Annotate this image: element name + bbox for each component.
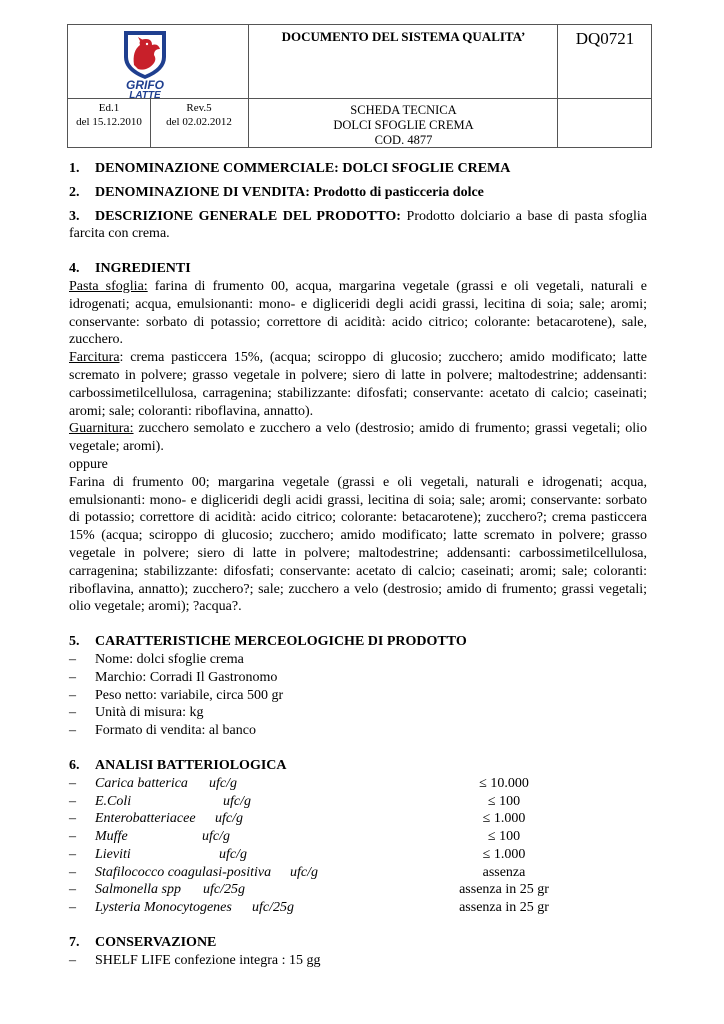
list-item — [69, 651, 647, 669]
dash-bullet: – — [69, 846, 76, 862]
section-title: DENOMINAZIONE COMMERCIALE: DOLCI SFOGLIE CREMA — [95, 161, 511, 176]
list-item — [69, 952, 647, 970]
table-row — [69, 828, 647, 846]
section-7 — [69, 934, 647, 970]
ingredients-guarnitura — [69, 420, 647, 456]
analysis-value: ≤ 100 — [487, 793, 521, 809]
logo-text-1: GRIFO — [126, 78, 164, 92]
document-title: DOCUMENTO DEL SISTEMA QUALITA’ — [281, 29, 526, 44]
analysis-value: assenza in 25 gr — [459, 882, 549, 898]
table-row — [69, 846, 647, 864]
section-5 — [69, 633, 647, 740]
dash-bullet: – — [69, 864, 76, 880]
dash-bullet: – — [69, 811, 76, 827]
list-item-text: SHELF LIFE confezione integra : 15 gg — [95, 952, 321, 968]
list-item — [69, 704, 647, 722]
analysis-unit: ufc/g — [290, 864, 318, 880]
grifo-latte-logo — [116, 27, 174, 99]
section-number: 4. — [69, 261, 80, 277]
header-divider — [248, 98, 652, 99]
logo-text-2: LATTE — [129, 90, 161, 99]
analysis-unit: ufc/g — [202, 829, 230, 845]
ingredient-label: Guarnitura: — [69, 421, 134, 437]
analysis-name: Carica batterica — [95, 775, 188, 791]
revision-label: Rev.5 — [186, 102, 212, 114]
analysis-value: ≤ 10.000 — [479, 775, 529, 791]
dash-bullet: – — [69, 687, 76, 703]
ingredient-text: : crema pasticcera 15%, (acqua; sciroppo di glucosio; zucchero; amido modificato; latte scremato in polvere; grasso vegetale in polvere; siero di latte in polvere; maltodestrine; addensanti: carbossimetilcellulosa, carragenina; stabilizzante: difosfati; conservante: acetato di calcio; caseinati; aromi; sale; coloranti: riboflavina, annatto). — [69, 350, 647, 419]
section-6 — [69, 757, 647, 917]
list-item-text: Marchio: Corradi Il Gastronomo — [95, 669, 278, 685]
ingredients-alternative: Farina di frumento 00; margarina vegetale (grassi e oli vegetali, naturali e idrogenati; acqua, emulsionanti: mono- e digliceridi degli acidi grassi, lecitina di soia; sale; aromi; conservante: sorbato di potassio; correttore di acidità: acido citrico; colorante: betacarotene); zucchero?; crema pasticcera 15% (acqua; sciroppo di glucosio; zucchero; amido modificato; latte scremato in polvere; grasso vegetale in polvere; siero di latte in polvere; maltodestrine; addensanti: carbossimetilcellulosa, carragenina; stabilizzante: difosfati; conservante: acetato di calcio; caseinati; aromi; sale; coloranti: riboflavina, annatto); zucchero?; sale; zucchero a velo (destrosio; amido di frumento; grassi vegetali; olio vegetale; aromi); ?acqua?. — [69, 474, 647, 615]
table-row — [69, 899, 647, 917]
sheet-title-line: SCHEDA TECNICA — [350, 103, 457, 117]
edition-label: Ed.1 — [98, 102, 120, 114]
section-number: 6. — [69, 757, 80, 773]
document-body — [69, 160, 647, 970]
table-row — [69, 793, 647, 811]
dash-bullet: – — [69, 723, 76, 739]
dash-bullet: – — [69, 651, 76, 667]
ingredients-farcitura — [69, 349, 647, 420]
dash-bullet: – — [69, 705, 76, 721]
ingredient-text: zucchero semolato e zucchero a velo (destrosio; amido di frumento; grassi vegetali; olio vegetale; aromi). — [69, 421, 647, 455]
section-3 — [69, 208, 647, 244]
section-text: Prodotto dolciario a base di pasta sfoglia farcita con crema. — [69, 208, 647, 242]
dash-bullet: – — [69, 775, 76, 791]
section-number: 3. — [69, 208, 80, 224]
section-number: 5. — [69, 634, 80, 650]
dash-bullet: – — [69, 793, 76, 809]
dash-bullet: – — [69, 669, 76, 685]
section-title: CARATTERISTICHE MERCEOLOGICHE DI PRODOTTO — [95, 634, 467, 650]
list-item-text: Formato di vendita: al banco — [95, 723, 256, 739]
section-number: 2. — [69, 184, 80, 200]
section-number: 1. — [69, 161, 80, 176]
sheet-product-code: COD. 4877 — [374, 133, 433, 147]
list-item — [69, 722, 647, 740]
ingredient-label: Farcitura — [69, 350, 120, 366]
list-item — [69, 687, 647, 705]
analysis-value: ≤ 1.000 — [482, 846, 526, 862]
section-number: 7. — [69, 935, 80, 951]
sheet-product-name: DOLCI SFOGLIE CREMA — [333, 118, 474, 132]
analysis-value: ≤ 1.000 — [482, 811, 526, 827]
section-title: DESCRIZIONE GENERALE DEL PRODOTTO: — [95, 208, 401, 224]
analysis-unit: ufc/25g — [252, 900, 294, 916]
list-item-text: Unità di misura: kg — [95, 705, 204, 721]
revision-date: del 02.02.2012 — [166, 116, 232, 128]
analysis-unit: ufc/g — [223, 793, 251, 809]
analysis-value: assenza in 25 gr — [459, 900, 549, 916]
analysis-unit: ufc/g — [209, 775, 237, 791]
revision-cell — [150, 101, 248, 129]
analysis-name: Stafilococco coagulasi-positiva — [95, 864, 272, 880]
list-item — [69, 669, 647, 687]
section-2 — [69, 184, 647, 202]
analysis-name: Lieviti — [95, 846, 131, 862]
document-header-table — [67, 24, 652, 148]
table-row — [69, 864, 647, 882]
section-title: ANALISI BATTERIOLOGICA — [95, 757, 287, 773]
analysis-name: Salmonella spp — [95, 882, 181, 898]
analysis-value: ≤ 100 — [487, 829, 521, 845]
sheet-title — [249, 103, 558, 148]
dash-bullet: – — [69, 882, 76, 898]
ingredients-pasta — [69, 278, 647, 349]
list-item-text: Peso netto: variabile, circa 500 gr — [95, 687, 284, 703]
table-row — [69, 775, 647, 793]
section-1 — [69, 160, 647, 178]
ingredient-label: Pasta sfoglia: — [69, 278, 148, 294]
ingredient-text: farina di frumento 00, acqua, margarina vegetale (grassi e oli vegetali, naturali e idrogenati; acqua, emulsionanti: mono- e digliceridi degli acidi grassi, lecitina di soia; sale; aromi; conservante: sorbato di potassio; correttore di acidità: acido citrico; colorante: betacarotene), sale, zucchero. — [69, 278, 648, 348]
section-title: CONSERVAZIONE — [95, 935, 217, 951]
dash-bullet: – — [69, 900, 76, 916]
section-title: INGREDIENTI — [95, 261, 191, 277]
edition-cell — [68, 101, 150, 129]
list-item-text: Nome: dolci sfoglie crema — [95, 651, 244, 667]
table-row — [69, 810, 647, 828]
analysis-name: Lysteria Monocytogenes — [95, 900, 232, 916]
section-title: DENOMINAZIONE DI VENDITA: Prodotto di pasticceria dolce — [95, 184, 484, 200]
analysis-name: Enterobatteriacee — [95, 811, 196, 827]
document-code: DQ0721 — [575, 29, 635, 48]
analysis-value: assenza — [482, 864, 526, 880]
analysis-unit: ufc/g — [219, 846, 247, 862]
analysis-name: Muffe — [95, 829, 128, 845]
table-row — [69, 881, 647, 899]
section-4 — [69, 260, 647, 616]
edition-date: del 15.12.2010 — [76, 116, 142, 128]
dash-bullet: – — [69, 952, 76, 968]
analysis-name: E.Coli — [95, 793, 132, 809]
ingredients-alternative-label: oppure — [69, 456, 108, 472]
analysis-unit: ufc/25g — [203, 882, 245, 898]
dash-bullet: – — [69, 829, 76, 845]
analysis-unit: ufc/g — [215, 811, 243, 827]
